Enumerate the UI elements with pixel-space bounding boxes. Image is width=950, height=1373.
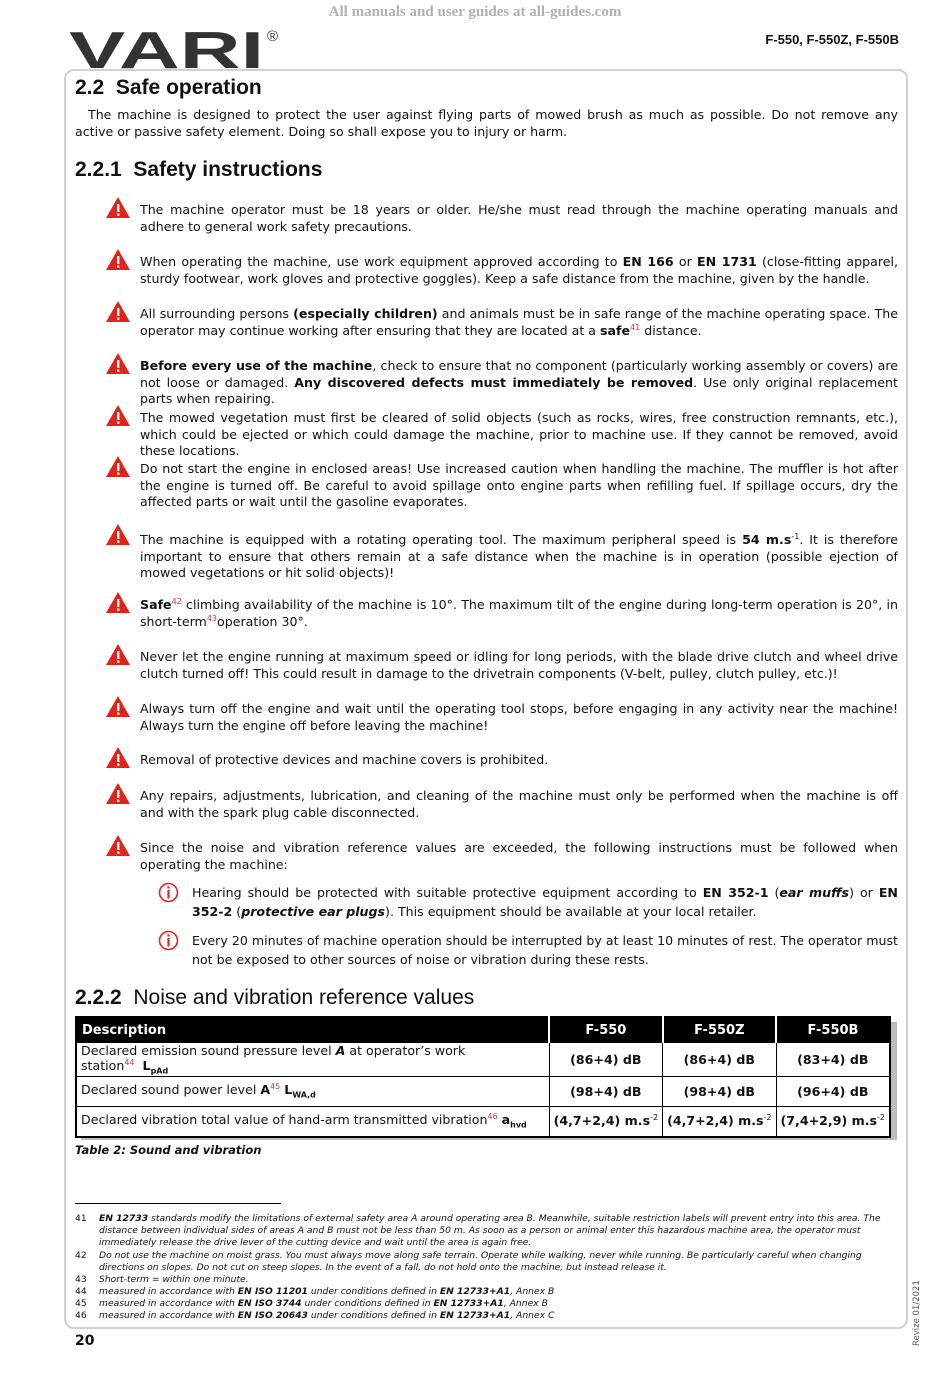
safety-item <box>105 840 898 873</box>
footnote-ref: 42 <box>171 596 182 606</box>
safety-item-text: All surrounding persons (especially children) and animals must be in safe range of the machine operating space. The operator may continue working after ensuring that they are located at a safe$^{41}$ distance. <box>140 306 898 338</box>
safety-item-text: Since the noise and vibration reference values are exceeded, the following instructions must be followed when operating the machine: <box>140 840 898 872</box>
registered-mark: ® <box>267 28 279 45</box>
vari-logo <box>69 30 284 70</box>
table-cell-value: (86+4) dB <box>663 1043 776 1077</box>
table-cell-value: (96+4) dB <box>776 1076 890 1106</box>
safety-item-text: Safe$^{42}$ climbing availability of the machine is 10°. The maximum tilt of the engine during long-term operation is 20°, in short-term$^{43}$operation 30°. <box>140 596 898 629</box>
section-2-2-1-heading: 2.2.1 Safety instructions <box>75 158 323 181</box>
safety-item <box>105 597 898 630</box>
table-header: F-550Z <box>663 1017 776 1043</box>
noise-vibration-table <box>75 1016 891 1138</box>
safety-item <box>105 529 898 582</box>
info-item-text: Hearing should be protected with suitable protective equipment according to EN 352-1 (ear muffs) or EN 352-2 (protective ear plugs). This equipment should be available at your local retailer. <box>192 885 898 919</box>
warning-icon <box>105 352 131 375</box>
safety-item-text: When operating the machine, use work equipment approved according to EN 166 or EN 1731 (close-fitting apparel, sturdy footwear, work gloves and protective goggles). Keep a safe distance from the machine, given by the handle. <box>140 254 898 286</box>
safety-item-text: The machine is equipped with a rotating operating tool. The maximum peripheral speed is 54 $m.s^{-1}$. It is therefore important to ensure that others remain at a safe distance when the machine is in operation (possible ejection of mowed vegetations or hit solid objects)! <box>140 532 898 581</box>
table-row <box>76 1043 890 1077</box>
table-header: F-550 <box>549 1017 662 1043</box>
table-cell-description: Declared emission sound pressure level A at operator’s work station$^{44}$ $L_{pAd}$ <box>76 1043 549 1077</box>
warning-icon <box>105 523 131 546</box>
table-caption: Table 2: Sound and vibration <box>75 1143 262 1157</box>
watermark: All manuals and user guides at all-guides.com <box>328 4 622 20</box>
safety-item <box>105 306 898 339</box>
info-item <box>158 931 898 969</box>
revision-label: Revize 01/2021 <box>912 1280 922 1346</box>
info-icon <box>158 882 179 903</box>
section-2-2-intro: The machine is designed to protect the user against flying parts of mowed brush as much as possible. Do not remove any active or passive safety element. Doing so shall expose you to injury or harm. <box>75 107 898 139</box>
safety-item-text: Any repairs, adjustments, lubrication, and cleaning of the machine must only be performed when the machine is off and with the spark plug cable disconnected. <box>140 788 898 820</box>
footnote-ref: 43 <box>206 613 218 623</box>
table-row <box>76 1076 890 1106</box>
footnote: 42 Do not use the machine on moist grass. You must always move along safe terrain. Operate while walking, never while running. Be particularly careful when changing directions on slopes. Do not cut on steep slopes. In the event of a fall, do not hold onto the machine, but instead release it. <box>75 1250 862 1274</box>
safety-item <box>105 202 898 235</box>
info-item <box>158 883 898 921</box>
safety-item <box>105 788 898 821</box>
safety-item <box>105 701 898 734</box>
table-cell-value: (4,7+2,4) $m.s^{-2}$ <box>663 1106 776 1137</box>
safety-item-text: Always turn off the engine and wait until the operating tool stops, before engaging in any activity near the machine! Always turn the engine off before leaving the machine! <box>140 701 898 733</box>
model-header: F-550, F-550Z, F-550B <box>765 32 899 47</box>
info-icon <box>158 930 179 951</box>
safety-item-text: Before every use of the machine, check to ensure that no component (particularly working assembly or covers) are not loose or damaged. Any discovered defects must immediately be removed. Use only original replacement parts when repairing. <box>140 358 898 406</box>
table-cell-value: (98+4) dB <box>549 1076 662 1106</box>
table-cell-value: (86+4) dB <box>549 1043 662 1077</box>
warning-icon <box>105 196 131 219</box>
warning-icon <box>105 746 131 769</box>
warning-icon <box>105 591 131 614</box>
footnote-divider <box>75 1203 281 1204</box>
warning-icon <box>105 695 131 718</box>
table-cell-value: (83+4) dB <box>776 1043 890 1077</box>
safety-item <box>105 410 898 460</box>
safety-item <box>105 254 898 287</box>
table-cell-value: (7,4+2,9) $m.s^{-2}$ <box>776 1106 890 1137</box>
table-cell-description: Declared sound power level $A^{45}$ $L_{WA,d}$ <box>76 1076 549 1106</box>
safety-item-text: The mowed vegetation must first be cleared of solid objects (such as rocks, wires, free construction remnants, etc.), which could be ejected or which could damage the machine, prior to machine use. If they cannot be removed, avoid these locations. <box>140 410 898 458</box>
info-item-text: Every 20 minutes of machine operation should be interrupted by at least 10 minutes of rest. The operator must not be exposed to other sources of noise or vibration during these rests. <box>192 933 898 967</box>
footnote: 45 measured in accordance with EN ISO 3744 under conditions defined in EN 12733+A1, Annex B <box>75 1298 548 1309</box>
safety-item <box>105 752 898 769</box>
safety-item <box>105 358 898 408</box>
footnote: 41 EN 12733 standards modify the limitations of external safety area A around operating area B. Meanwhile, suitable restriction labels will prevent entry into this area. The distance between individual sides of areas A and B must not be less than 50 m. As soon as a person or animal enter this hazardous machine area, the operator must immediately release the drive lever of the cutting device and wait until the area is again free. <box>75 1213 881 1249</box>
safety-item-text: The machine operator must be 18 years or older. He/she must read through the machine operating manuals and adhere to general work safety precautions. <box>140 202 898 234</box>
warning-icon <box>105 404 131 427</box>
table-row <box>76 1106 890 1137</box>
footnote: 46 measured in accordance with EN ISO 20643 under conditions defined in EN 12733+A1, Annex C <box>75 1310 555 1321</box>
section-2-2-2-heading: 2.2.2 Noise and vibration reference values <box>75 986 475 1009</box>
svg-text:VARI: VARI <box>69 30 264 70</box>
safety-item <box>105 649 898 682</box>
safety-item <box>105 461 898 511</box>
safety-item-text: Do not start the engine in enclosed areas! Use increased caution when handling the machine. The muffler is hot after the engine is turned off. Be careful to avoid spillage onto engine parts when refilling fuel. If spillage occurs, dry the affected parts or wait until the gasoline evaporates. <box>140 461 898 509</box>
table-cell-value: (98+4) dB <box>663 1076 776 1106</box>
footnote: 44 measured in accordance with EN ISO 11201 under conditions defined in EN 12733+A1, Annex B <box>75 1286 555 1297</box>
page-number: 20 <box>75 1333 95 1349</box>
table-header: Description <box>76 1017 549 1043</box>
warning-icon <box>105 834 131 857</box>
warning-icon <box>105 455 131 478</box>
table-header-row <box>76 1017 890 1043</box>
warning-icon <box>105 248 131 271</box>
warning-icon <box>105 643 131 666</box>
table-cell-value: (4,7+2,4) $m.s^{-2}$ <box>549 1106 662 1137</box>
warning-icon <box>105 300 131 323</box>
section-2-2-heading: 2.2 Safe operation <box>75 76 262 99</box>
table-cell-description: Declared vibration total value of hand-arm transmitted vibration$^{46}$ $a_{hvd}$ <box>76 1106 549 1137</box>
footnote-ref: 41 <box>630 322 641 332</box>
safety-item-text: Never let the engine running at maximum speed or idling for long periods, with the blade drive clutch and wheel drive clutch turned off! This could result in damage to the drivetrain components (V-belt, pulley, clutch pulley, etc.)! <box>140 649 898 681</box>
safety-item-text: Removal of protective devices and machine covers is prohibited. <box>140 752 549 767</box>
footnote: 43 Short-term = within one minute. <box>75 1274 249 1285</box>
warning-icon <box>105 782 131 805</box>
table-header: F-550B <box>776 1017 890 1043</box>
